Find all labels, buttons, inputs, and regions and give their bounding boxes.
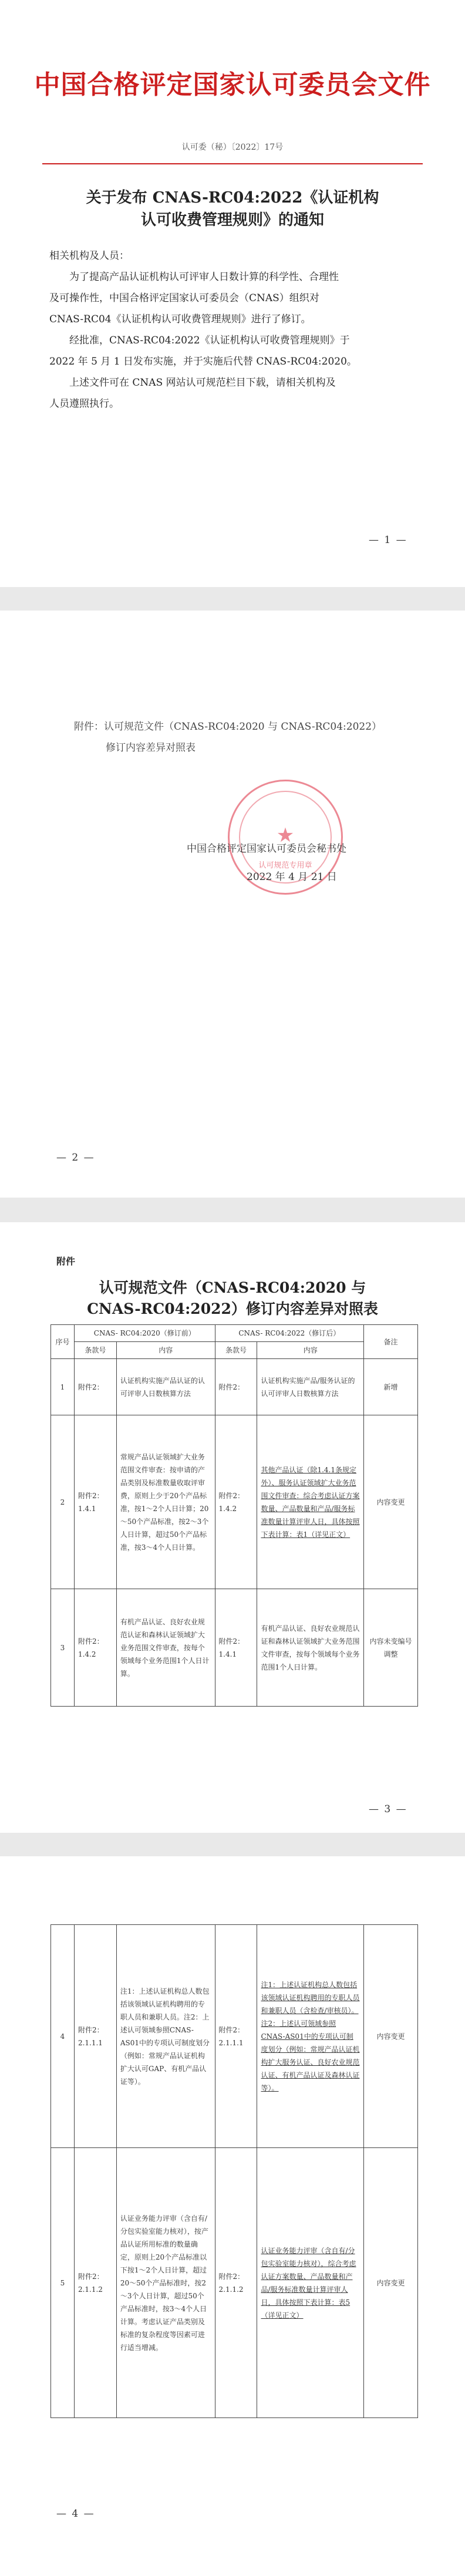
row-seq: 4 [51, 1925, 75, 2148]
sign-date: 2022 年 4 月 21 日 [247, 871, 337, 883]
para1-line1: 为了提高产品认证机构认可评审人日数计算的科学性、合理性 [69, 271, 339, 283]
header-old-content: 内容 [116, 1342, 215, 1359]
page-number-1: — 1 — [369, 534, 407, 546]
para2-line1: 经批准，CNAS-RC04:2022《认证机构认可收费管理规则》于 [69, 335, 350, 346]
svg-text:★: ★ [276, 824, 295, 847]
row-new-clause: 附件2：2.1.1.1 [215, 1925, 257, 2148]
notice-body [49, 245, 419, 414]
notice-title-2: 认可收费管理规则》的通知 [140, 211, 324, 229]
row-old-content: 注1：上述认证机构总人数包括该领域认证机构聘用的专职人员和兼职人员。注2：上述认可领域参照CNAS-AS01中的专项认可制度划分（例如：常规产品认证机构扩大认可GAP、有机产品认证等）。 [116, 1925, 215, 2148]
header-new: CNAS- RC04:2022（修订后） [215, 1325, 364, 1342]
row-old-clause: 附件2：1.4.2 [74, 1589, 116, 1707]
header-new-content: 内容 [257, 1342, 364, 1359]
comparison-table-1 [50, 1324, 418, 1707]
signer: 中国合格评定国家认可委员会秘书处 [187, 843, 346, 855]
page-4 [0, 1856, 465, 2576]
row-remark: 内容变更 [364, 1925, 418, 2148]
table-row [51, 1359, 418, 1415]
table-title-1: 认可规范文件（CNAS-RC04:2020 与 [99, 1279, 366, 1296]
org-header: 中国合格评定国家认可委员会文件 [34, 70, 431, 100]
page-2 [0, 611, 465, 1198]
row-seq: 1 [51, 1359, 75, 1415]
comparison-table-2 [50, 1924, 418, 2418]
header-old: CNAS- RC04:2020（修订前） [74, 1325, 215, 1342]
row-old-clause: 附件2： [74, 1359, 116, 1415]
row-old-clause: 附件2：2.1.1.2 [74, 2148, 116, 2418]
attachment-line1: 附件：认可规范文件（CNAS-RC04:2020 与 CNAS-RC04:2022） [74, 721, 382, 733]
para2-line2: 2022 年 5 月 1 日发布实施，并于实施后代替 CNAS-RC04:2020。 [49, 356, 357, 367]
table-subheader-row [51, 1342, 418, 1359]
attachment-label: 附件 [56, 1256, 76, 1267]
para1-line2: 及可操作性，中国合格评定国家认可委员会（CNAS）组织对 [49, 292, 319, 304]
attachment-line2: 修订内容差异对照表 [106, 742, 196, 754]
header-old-clause: 条款号 [74, 1342, 116, 1359]
row-new-content: 注1：上述认证机构总人数包括该领域认证机构聘用的专职人员和兼职人员（含检查/审核员）。注2：上述认可领域参照CNAS-AS01中的专项认可制度划分（例如：常规产品认证机构扩大服务认证、良好农业规范认证、有机产品认证及森林认证等）。 [257, 1925, 364, 2148]
row-old-clause: 附件2：1.4.1 [74, 1415, 116, 1589]
header-new-clause: 条款号 [215, 1342, 257, 1359]
row-new-content: 有机产品认证、良好农业规范认证和森林认证领域扩大业务范围文件审查，按每个领域每个业务范围1个人日计算。 [257, 1589, 364, 1707]
table-header-row [51, 1325, 418, 1342]
para1-line3: CNAS-RC04《认证机构认可收费管理规则》进行了修订。 [49, 313, 311, 325]
row-old-content: 认证机构实施产品认证的认可评审人日数核算方法 [116, 1359, 215, 1415]
row-new-content: 其他产品认证（除1.4.1条规定外）、服务认证领域扩大业务范围文件审查：综合考虑认证方案数量、产品数量和产品/服务标准数量计算评审人日，具体按照下表计算：表1（详见正文） [257, 1415, 364, 1589]
row-remark: 新增 [364, 1359, 418, 1415]
row-remark: 内容变更 [364, 1415, 418, 1589]
row-new-clause: 附件2： [215, 1359, 257, 1415]
row-seq: 5 [51, 2148, 75, 2418]
row-old-content: 认证业务能力评审（含自有/分包实验室能力核对），按产品认证所用标准的数量确定，原则上20个产品标准以下按1～2个人日计算，超过20～50个产品标准时，按2～3个人日计算，超过50个产品标准时，按3～4个人日计算。考虑认证产品类别及标准的复杂程度等因素可进行适当增减。 [116, 2148, 215, 2418]
row-new-clause: 附件2：1.4.2 [215, 1415, 257, 1589]
table-row [51, 1925, 418, 2148]
para3-line1: 上述文件可在 CNAS 网站认可规范栏目下载，请相关机构及 [69, 377, 336, 389]
page-3 [0, 1222, 465, 1833]
row-new-clause: 附件2：2.1.1.2 [215, 2148, 257, 2418]
header-remark: 备注 [364, 1325, 418, 1359]
row-old-content: 常规产品认证领域扩大业务范围文件审查：按申请的产品类别及标准数量收取评审费，原则上少于20个产品标准，按1～2个人日计算；20～50个产品标准，按2～3个人日计算，超过50个产品标准，按3～4个人日计算。 [116, 1415, 215, 1589]
row-seq: 3 [51, 1589, 75, 1707]
table-title-2: CNAS-RC04:2022）修订内容差异对照表 [87, 1300, 378, 1317]
row-old-clause: 附件2：2.1.1.1 [74, 1925, 116, 2148]
row-new-clause: 附件2：1.4.1 [215, 1589, 257, 1707]
attachment-note [74, 716, 426, 758]
row-seq: 2 [51, 1415, 75, 1589]
row-old-content: 有机产品认证、良好农业规范认证和森林认证领域扩大业务范围文件审查，按每个领域每个业务范围1个人日计算。 [116, 1589, 215, 1707]
row-new-content: 认证业务能力评审（含自有/分包实验室能力核对），综合考虑认证方案数量、产品数量和产品/服务标准数量计算评审人日，具体按照下表计算：表5（详见正文） [257, 2148, 364, 2418]
row-remark: 内容未变编号调整 [364, 1589, 418, 1707]
seal-text: 认可规范专用章 [258, 861, 312, 870]
doc-number: 认可委（秘）〔2022〕17号 [181, 143, 284, 152]
header-seq: 序号 [51, 1325, 75, 1359]
table-row [51, 2148, 418, 2418]
row-remark: 内容变更 [364, 2148, 418, 2418]
page-number-2: — 2 — [56, 1152, 95, 1164]
page-1 [0, 0, 465, 587]
table-row [51, 1589, 418, 1707]
red-divider [42, 163, 423, 164]
salutation: 相关机构及人员： [49, 250, 129, 262]
table-row [51, 1415, 418, 1589]
page-number-3: — 3 — [369, 1803, 407, 1815]
row-new-content: 认证机构实施产品/服务认证的认可评审人日数核算方法 [257, 1359, 364, 1415]
para3-line2: 人员遵照执行。 [49, 398, 119, 410]
page-number-4: — 4 — [56, 2508, 95, 2520]
notice-title-1: 关于发布 CNAS-RC04:2022《认证机构 [86, 189, 379, 207]
